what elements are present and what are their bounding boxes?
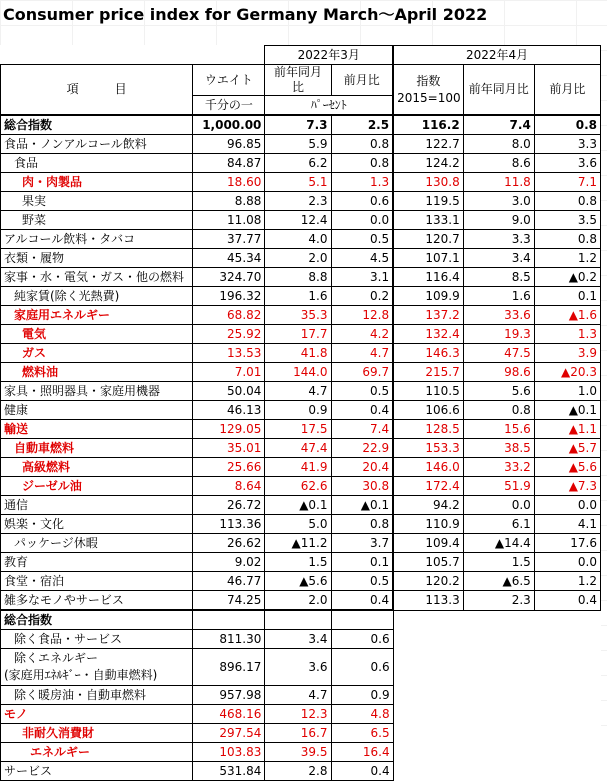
row-weight: 8.64 xyxy=(193,477,265,496)
row-weight: 50.04 xyxy=(193,382,265,401)
row-index: 109.9 xyxy=(393,287,463,306)
row-label: サービス xyxy=(1,762,193,781)
row-m-yoy: 3.6 xyxy=(265,649,331,686)
row-m-yoy: 35.3 xyxy=(265,306,331,325)
row-label: 家庭用エネルギー xyxy=(1,306,193,325)
row-weight: 74.25 xyxy=(193,591,265,611)
row-label: 自動車燃料 xyxy=(1,439,193,458)
row-label: 通信 xyxy=(1,496,193,515)
row-a-mom: ▲1.1 xyxy=(534,420,600,439)
row-weight: 84.87 xyxy=(193,154,265,173)
header-weight-unit: 千分の一 xyxy=(193,96,265,116)
row-m-yoy: 2.8 xyxy=(265,762,331,781)
row-w: 811.30 xyxy=(193,630,265,649)
row-m-yoy: 2.0 xyxy=(265,249,331,268)
row-index: 215.7 xyxy=(393,363,463,382)
table-row xyxy=(1,477,601,496)
row-label: 総合指数 xyxy=(1,115,193,135)
row-m-yoy: 62.6 xyxy=(265,477,331,496)
table-row xyxy=(1,154,601,173)
row-a-yoy: 51.9 xyxy=(463,477,534,496)
row-m-yoy: 3.4 xyxy=(265,630,331,649)
row-m-yoy: 12.4 xyxy=(265,211,331,230)
row-label: 除く暖房油・自動車燃料 xyxy=(1,686,193,705)
row-m-mom: 4.5 xyxy=(331,249,393,268)
header-april: 2022年4月 xyxy=(393,46,600,65)
row-weight: 25.92 xyxy=(193,325,265,344)
row-weight: 13.53 xyxy=(193,344,265,363)
row-m-yoy: 1.6 xyxy=(265,287,331,306)
row-label xyxy=(1,649,193,686)
row-index: 172.4 xyxy=(393,477,463,496)
row-a-yoy: 9.0 xyxy=(463,211,534,230)
page-title: Consumer price index for Germany March～April 2022 xyxy=(3,5,488,24)
empty-cell xyxy=(265,610,331,630)
row-w: 531.84 xyxy=(193,762,265,781)
row-label-line1: 除くエネルギー xyxy=(14,651,99,665)
row-m-mom: 0.6 xyxy=(331,192,393,211)
row-label: 食堂・宿泊 xyxy=(1,572,193,591)
row-m-mom: 0.1 xyxy=(331,553,393,572)
row-index: 124.2 xyxy=(393,154,463,173)
row-weight: 26.72 xyxy=(193,496,265,515)
row-m-mom: 20.4 xyxy=(331,458,393,477)
row-weight: 37.77 xyxy=(193,230,265,249)
row-a-yoy: 8.5 xyxy=(463,268,534,287)
row-label: 高級燃料 xyxy=(1,458,193,477)
header-april-mom: 前月比 xyxy=(534,65,600,116)
row-a-yoy: 33.6 xyxy=(463,306,534,325)
table-row xyxy=(1,135,601,154)
row-index: 120.7 xyxy=(393,230,463,249)
row-m-yoy: 7.3 xyxy=(265,115,331,135)
row-m-yoy: ▲5.6 xyxy=(265,572,331,591)
row-a-yoy: 3.4 xyxy=(463,249,534,268)
row-label: パッケージ休暇 xyxy=(1,534,193,553)
row-a-yoy: 7.4 xyxy=(463,115,534,135)
table-row xyxy=(1,363,601,382)
row-a-yoy: 98.6 xyxy=(463,363,534,382)
table-row xyxy=(1,344,601,363)
table-row xyxy=(1,630,601,649)
row-label: 肉・肉製品 xyxy=(1,173,193,192)
row-index: 119.5 xyxy=(393,192,463,211)
row-weight: 26.62 xyxy=(193,534,265,553)
row-m-mom: 0.4 xyxy=(331,762,393,781)
row-label: 電気 xyxy=(1,325,193,344)
row-label: 食品 xyxy=(1,154,193,173)
row-index: 94.2 xyxy=(393,496,463,515)
row-a-mom: 1.0 xyxy=(534,382,600,401)
row-a-yoy: 11.8 xyxy=(463,173,534,192)
row-a-yoy: 8.6 xyxy=(463,154,534,173)
row-label: 食品・ノンアルコール飲料 xyxy=(1,135,193,154)
row-a-mom: 7.1 xyxy=(534,173,600,192)
row-index: 122.7 xyxy=(393,135,463,154)
empty-cell xyxy=(331,610,393,630)
row-index: 130.8 xyxy=(393,173,463,192)
row-a-mom: 0.0 xyxy=(534,553,600,572)
table-row xyxy=(1,173,601,192)
row-label: 家事・水・電気・ガス・他の燃料 xyxy=(1,268,193,287)
row-a-mom: 1.3 xyxy=(534,325,600,344)
row-weight: 46.13 xyxy=(193,401,265,420)
row-weight: 35.01 xyxy=(193,439,265,458)
row-index: 146.3 xyxy=(393,344,463,363)
row-label: 燃料油 xyxy=(1,363,193,382)
row-index: 146.0 xyxy=(393,458,463,477)
row-a-yoy: ▲14.4 xyxy=(463,534,534,553)
row-index: 116.2 xyxy=(393,115,463,135)
row-m-mom: 0.6 xyxy=(331,649,393,686)
row-label: 衣類・履物 xyxy=(1,249,193,268)
row-a-mom: 1.2 xyxy=(534,249,600,268)
row-weight: 196.32 xyxy=(193,287,265,306)
header-item: 項 目 xyxy=(1,65,193,116)
row-a-mom: 0.4 xyxy=(534,591,600,611)
table-row xyxy=(1,211,601,230)
header-march: 2022年3月 xyxy=(265,46,393,65)
row-m-yoy: 144.0 xyxy=(265,363,331,382)
row-m-yoy: 5.1 xyxy=(265,173,331,192)
row-weight: 68.82 xyxy=(193,306,265,325)
row-weight: 7.01 xyxy=(193,363,265,382)
row-label: 非耐久消費財 xyxy=(1,724,193,743)
row-index: 107.1 xyxy=(393,249,463,268)
table-row xyxy=(1,458,601,477)
row-w: 896.17 xyxy=(193,649,265,686)
row-w: 957.98 xyxy=(193,686,265,705)
row-weight: 18.60 xyxy=(193,173,265,192)
row-a-yoy: 3.3 xyxy=(463,230,534,249)
row-m-yoy: 6.2 xyxy=(265,154,331,173)
row-m-mom: 0.8 xyxy=(331,515,393,534)
row-index: 116.4 xyxy=(393,268,463,287)
table-row xyxy=(1,192,601,211)
row-weight: 1,000.00 xyxy=(193,115,265,135)
row-a-mom: 3.5 xyxy=(534,211,600,230)
row-a-yoy: 6.1 xyxy=(463,515,534,534)
row-a-mom: 0.8 xyxy=(534,115,600,135)
row-weight: 8.88 xyxy=(193,192,265,211)
header-april-yoy: 前年同月比 xyxy=(463,65,534,116)
table-row xyxy=(1,268,601,287)
row-index: 128.5 xyxy=(393,420,463,439)
row-label: モノ xyxy=(1,705,193,724)
row-label: 野菜 xyxy=(1,211,193,230)
row-m-mom: 6.5 xyxy=(331,724,393,743)
row-w: 103.83 xyxy=(193,743,265,762)
row-m-mom: 16.4 xyxy=(331,743,393,762)
header-index: 指数 2015=100 xyxy=(393,65,463,116)
row-label-line2: (家庭用ｴﾈﾙｷﾞｰ・自動車燃料) xyxy=(4,668,158,682)
row-weight: 9.02 xyxy=(193,553,265,572)
row-a-yoy: 1.5 xyxy=(463,553,534,572)
row-m-mom: 0.9 xyxy=(331,686,393,705)
row-m-mom: 0.8 xyxy=(331,154,393,173)
row-a-mom: 1.2 xyxy=(534,572,600,591)
row-weight: 46.77 xyxy=(193,572,265,591)
table-row xyxy=(1,325,601,344)
row-a-mom: 0.0 xyxy=(534,496,600,515)
row-m-mom: 0.5 xyxy=(331,382,393,401)
row-m-mom: 0.4 xyxy=(331,401,393,420)
row-m-mom: 2.5 xyxy=(331,115,393,135)
row-index: 110.5 xyxy=(393,382,463,401)
table-row xyxy=(1,496,601,515)
row-a-yoy: ▲6.5 xyxy=(463,572,534,591)
row-m-yoy: ▲11.2 xyxy=(265,534,331,553)
table-row xyxy=(1,724,601,743)
header-percent: ﾊﾟｰｾﾝﾄ xyxy=(265,96,393,116)
row-m-mom: 12.8 xyxy=(331,306,393,325)
row-weight: 113.36 xyxy=(193,515,265,534)
table-row xyxy=(1,420,601,439)
row-m-yoy: 12.3 xyxy=(265,705,331,724)
row-w: 468.16 xyxy=(193,705,265,724)
row-m-yoy: 41.8 xyxy=(265,344,331,363)
row-m-yoy: 4.0 xyxy=(265,230,331,249)
row-m-yoy: 0.9 xyxy=(265,401,331,420)
row-m-yoy: 5.9 xyxy=(265,135,331,154)
row-index: 137.2 xyxy=(393,306,463,325)
row-m-mom: 4.8 xyxy=(331,705,393,724)
row-a-mom: ▲20.3 xyxy=(534,363,600,382)
table-row xyxy=(1,515,601,534)
row-m-mom: 0.2 xyxy=(331,287,393,306)
row-m-yoy: 1.5 xyxy=(265,553,331,572)
row-a-yoy: 33.2 xyxy=(463,458,534,477)
row-m-yoy: ▲0.1 xyxy=(265,496,331,515)
row-m-yoy: 17.7 xyxy=(265,325,331,344)
row-m-mom: 0.0 xyxy=(331,211,393,230)
table-row xyxy=(1,686,601,705)
row-m-mom: 22.9 xyxy=(331,439,393,458)
row-m-mom: 0.4 xyxy=(331,591,393,611)
row-index: 120.2 xyxy=(393,572,463,591)
row-a-mom: 0.8 xyxy=(534,192,600,211)
table-row xyxy=(1,287,601,306)
row-label: アルコール飲料・タバコ xyxy=(1,230,193,249)
row-a-mom: ▲0.1 xyxy=(534,401,600,420)
row-m-yoy: 8.8 xyxy=(265,268,331,287)
row-a-mom: ▲5.6 xyxy=(534,458,600,477)
table-row xyxy=(1,591,601,611)
row-a-yoy: 0.0 xyxy=(463,496,534,515)
row-a-yoy: 19.3 xyxy=(463,325,534,344)
row-a-mom: ▲0.2 xyxy=(534,268,600,287)
row-index: 153.3 xyxy=(393,439,463,458)
cpi-table xyxy=(0,45,601,781)
table-row xyxy=(1,401,601,420)
row-a-yoy: 47.5 xyxy=(463,344,534,363)
row-a-mom: ▲7.3 xyxy=(534,477,600,496)
row-a-yoy: 1.6 xyxy=(463,287,534,306)
row-m-mom: 3.7 xyxy=(331,534,393,553)
row-label: ジーゼル油 xyxy=(1,477,193,496)
row-m-yoy: 16.7 xyxy=(265,724,331,743)
row-a-yoy: 8.0 xyxy=(463,135,534,154)
row-a-mom: 3.9 xyxy=(534,344,600,363)
row-m-mom: 1.3 xyxy=(331,173,393,192)
row-m-mom: 69.7 xyxy=(331,363,393,382)
table-row xyxy=(1,762,601,781)
header-weight: ウエイト xyxy=(193,65,265,96)
row-label: 教育 xyxy=(1,553,193,572)
row-index: 110.9 xyxy=(393,515,463,534)
row-m-yoy: 17.5 xyxy=(265,420,331,439)
row-weight: 129.05 xyxy=(193,420,265,439)
row-a-yoy: 15.6 xyxy=(463,420,534,439)
row-weight: 25.66 xyxy=(193,458,265,477)
header-march-mom: 前月比 xyxy=(331,65,393,96)
row-label: ガス xyxy=(1,344,193,363)
row-a-yoy: 2.3 xyxy=(463,591,534,611)
row-m-mom: 0.5 xyxy=(331,572,393,591)
row-a-yoy: 0.8 xyxy=(463,401,534,420)
row-index: 105.7 xyxy=(393,553,463,572)
table-row xyxy=(1,306,601,325)
row-m-yoy: 2.3 xyxy=(265,192,331,211)
row-m-mom: 0.5 xyxy=(331,230,393,249)
row-m-yoy: 2.0 xyxy=(265,591,331,611)
table-row xyxy=(1,439,601,458)
row-a-mom: ▲5.7 xyxy=(534,439,600,458)
row-label: 輸送 xyxy=(1,420,193,439)
row-label: 果実 xyxy=(1,192,193,211)
row-label: 除く食品・サービス xyxy=(1,630,193,649)
row-a-yoy: 5.6 xyxy=(463,382,534,401)
row-label: 家具・照明器具・家庭用機器 xyxy=(1,382,193,401)
row-weight: 324.70 xyxy=(193,268,265,287)
row-m-mom: 7.4 xyxy=(331,420,393,439)
row-weight: 96.85 xyxy=(193,135,265,154)
row-label: 純家賃(除く光熱費) xyxy=(1,287,193,306)
row-a-yoy: 38.5 xyxy=(463,439,534,458)
row-a-mom: 3.6 xyxy=(534,154,600,173)
row-index: 109.4 xyxy=(393,534,463,553)
row-m-yoy: 5.0 xyxy=(265,515,331,534)
row-m-mom: 4.7 xyxy=(331,344,393,363)
row-m-mom: 4.2 xyxy=(331,325,393,344)
table-row xyxy=(1,743,601,762)
row-m-mom: 3.1 xyxy=(331,268,393,287)
table-row xyxy=(1,249,601,268)
row-a-mom: 3.3 xyxy=(534,135,600,154)
table-row xyxy=(1,534,601,553)
row-m-mom: ▲0.1 xyxy=(331,496,393,515)
row-w: 297.54 xyxy=(193,724,265,743)
sub-header-row xyxy=(1,610,601,630)
row-m-mom: 30.8 xyxy=(331,477,393,496)
row-index: 113.3 xyxy=(393,591,463,611)
row-m-yoy: 39.5 xyxy=(265,743,331,762)
table-row xyxy=(1,705,601,724)
table-row xyxy=(1,230,601,249)
row-weight: 11.08 xyxy=(193,211,265,230)
row-m-yoy: 41.9 xyxy=(265,458,331,477)
row-index: 132.4 xyxy=(393,325,463,344)
row-label: 健康 xyxy=(1,401,193,420)
table-row xyxy=(1,649,601,686)
row-m-yoy: 47.4 xyxy=(265,439,331,458)
row-index: 133.1 xyxy=(393,211,463,230)
row-a-mom: 0.8 xyxy=(534,230,600,249)
header-march-yoy: 前年同月比 xyxy=(265,65,331,96)
row-a-mom: 17.6 xyxy=(534,534,600,553)
table-row xyxy=(1,553,601,572)
row-label: 娯楽・文化 xyxy=(1,515,193,534)
row-a-yoy: 3.0 xyxy=(463,192,534,211)
table-row xyxy=(1,382,601,401)
row-index: 106.6 xyxy=(393,401,463,420)
sub-header-label: 総合指数 xyxy=(1,610,193,630)
row-label: 雑多なモノやサービス xyxy=(1,591,193,611)
row-label: エネルギー xyxy=(1,743,193,762)
row-weight: 45.34 xyxy=(193,249,265,268)
row-m-yoy: 4.7 xyxy=(265,686,331,705)
table-row xyxy=(1,572,601,591)
row-a-mom: 4.1 xyxy=(534,515,600,534)
row-m-mom: 0.6 xyxy=(331,630,393,649)
row-a-mom: 0.1 xyxy=(534,287,600,306)
row-m-yoy: 4.7 xyxy=(265,382,331,401)
table-row xyxy=(1,115,601,135)
row-m-mom: 0.8 xyxy=(331,135,393,154)
row-a-mom: ▲1.6 xyxy=(534,306,600,325)
empty-cell xyxy=(193,610,265,630)
